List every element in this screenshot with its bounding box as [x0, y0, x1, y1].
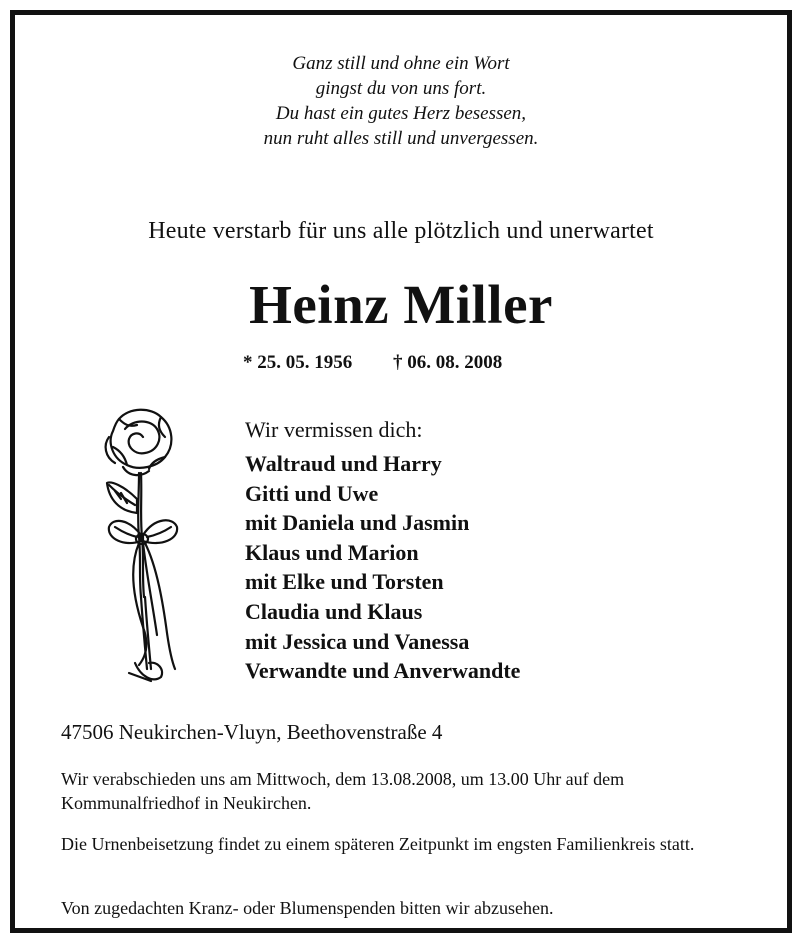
mourners-heading: Wir vermissen dich: — [245, 417, 423, 442]
mourner-name: Claudia und Klaus — [245, 598, 423, 624]
mourner-name: mit Jessica und Vanessa — [245, 628, 470, 654]
death-announcement: Heute verstarb für uns alle plötzlich und unerwartet — [148, 218, 654, 244]
donation-note: Von zugedachten Kranz- oder Blumenspenden bitten wir abzusehen. — [61, 898, 554, 918]
mourner-name: mit Daniela und Jasmin — [245, 510, 470, 536]
mourner-name: Waltraud und Harry — [245, 451, 442, 476]
poem — [15, 51, 787, 151]
address: 47506 Neukirchen-Vluyn, Beethovenstraße 4 — [61, 720, 443, 744]
mourner-name: Verwandte und Anverwandte — [245, 658, 521, 684]
rose-icon — [99, 407, 181, 689]
life-dates — [243, 352, 502, 374]
mourner-name: mit Elke und Torsten — [245, 569, 444, 595]
poem-line: Ganz still und ohne ein Wort — [292, 53, 510, 74]
poem-line: gingst du von uns fort. — [315, 78, 487, 99]
funeral-info: Wir verabschieden uns am Mittwoch, dem 13.08.2008, um 13.00 Uhr auf dem Kommunalfriedhof in Neukirchen. — [61, 769, 625, 813]
deceased-name: Heinz Miller — [249, 274, 553, 335]
mourner-name: Klaus und Marion — [245, 539, 419, 565]
birth-date: * 25. 05. 1956 — [243, 352, 353, 373]
poem-line: nun ruht alles still und unvergessen. — [263, 128, 539, 149]
obituary-frame — [10, 10, 792, 933]
mourners-block — [245, 415, 520, 686]
poem-line: Du hast ein gutes Herz besessen, — [275, 103, 527, 124]
urn-burial-info: Die Urnenbeisetzung findet zu einem späteren Zeitpunkt im engsten Familienkreis statt. — [61, 834, 695, 854]
death-date: † 06. 08. 2008 — [393, 352, 503, 373]
mourner-name: Gitti und Uwe — [245, 480, 379, 506]
